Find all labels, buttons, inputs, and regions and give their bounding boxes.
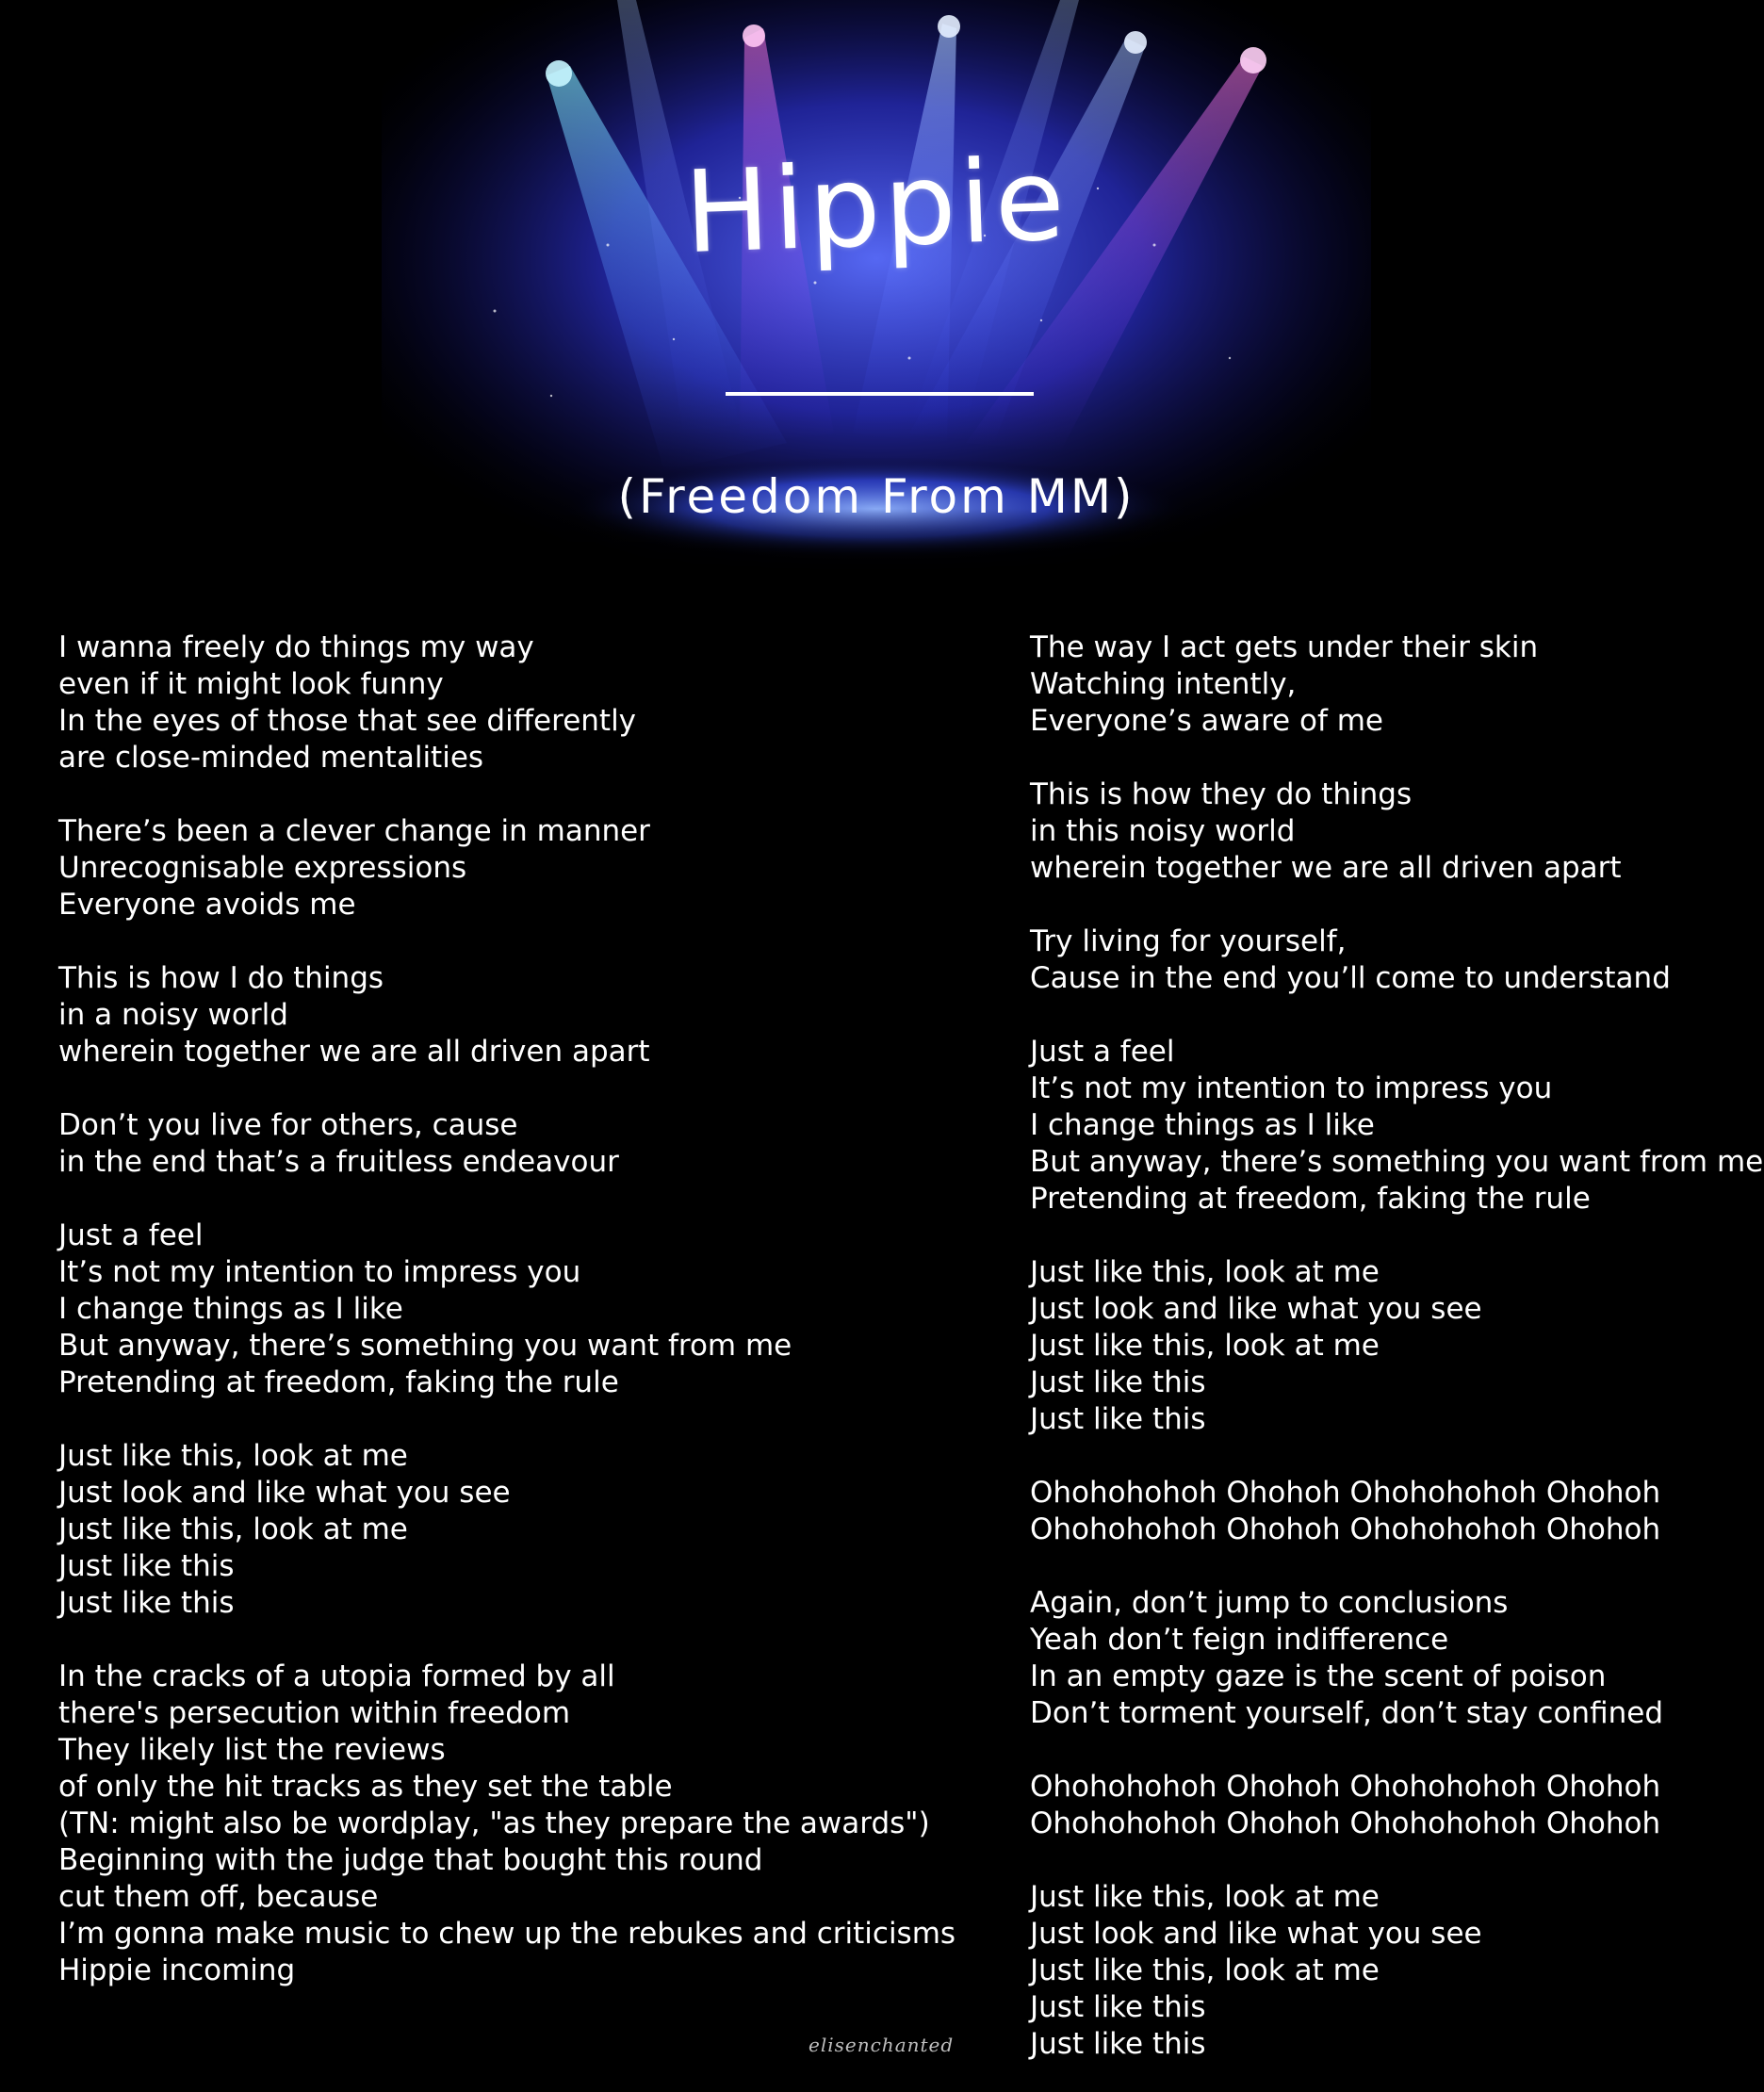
lyric-line: Don’t you live for others, cause bbox=[58, 1108, 518, 1142]
stanza-gap bbox=[1030, 740, 1756, 776]
lyric-line: I change things as I like bbox=[58, 1292, 403, 1326]
lyric-line: I change things as I like bbox=[1030, 1108, 1375, 1142]
lyric-line: Just like this, look at me bbox=[1030, 1880, 1380, 1914]
lyric-line: Hippie incoming bbox=[58, 1953, 296, 1987]
lyric-line: Try living for yourself, bbox=[1030, 924, 1347, 958]
stanza-gap bbox=[1030, 887, 1756, 923]
lyric-line: (TN: might also be wordplay, "as they prepare the awards") bbox=[58, 1806, 930, 1840]
stanza-gap bbox=[1030, 1548, 1756, 1585]
lyric-line: are close-minded mentalities bbox=[58, 741, 484, 775]
lyric-line: there's persecution within freedom bbox=[58, 1696, 571, 1730]
lyric-line: Just like this, look at me bbox=[58, 1439, 408, 1473]
title-divider bbox=[726, 392, 1034, 396]
lyric-line: Just like this bbox=[1030, 1365, 1206, 1399]
stanza-gap bbox=[1030, 997, 1756, 1034]
lyric-line: Beginning with the judge that bought this round bbox=[58, 1843, 763, 1877]
lyric-line: Ohohohohoh Ohohoh Ohohohohoh Ohohoh bbox=[1030, 1806, 1661, 1840]
lyric-line: in this noisy world bbox=[1030, 814, 1296, 848]
lyric-line: Just like this, look at me bbox=[58, 1512, 408, 1546]
lyric-line: Just like this bbox=[58, 1586, 235, 1620]
stanza-gap bbox=[58, 1622, 963, 1659]
lyric-line: Pretending at freedom, faking the rule bbox=[58, 1365, 619, 1399]
lyric-line: Ohohohohoh Ohohoh Ohohohohoh Ohohoh bbox=[1030, 1512, 1661, 1546]
lyric-line: wherein together we are all driven apart bbox=[1030, 851, 1622, 885]
stanza-gap bbox=[1030, 1218, 1756, 1254]
lyric-line: Just like this bbox=[58, 1549, 235, 1583]
lyric-line: Just like this bbox=[1030, 1402, 1206, 1436]
lyric-line: In the cracks of a utopia formed by all bbox=[58, 1659, 615, 1693]
lyric-line: I’m gonna make music to chew up the rebukes and criticisms bbox=[58, 1917, 956, 1951]
lyric-line: The way I act gets under their skin bbox=[1030, 630, 1539, 664]
lyric-line: Watching intently, bbox=[1030, 667, 1297, 701]
song-subtitle: (Freedom From MM) bbox=[617, 469, 1135, 524]
lyric-line: But anyway, there’s something you want from me bbox=[1030, 1145, 1764, 1179]
lyrics-right-column bbox=[1030, 629, 1764, 2063]
lyric-line: even if it might look funny bbox=[58, 667, 444, 701]
stanza-gap bbox=[58, 923, 963, 960]
lyric-line: Just like this, look at me bbox=[1030, 1255, 1380, 1289]
stanza-gap bbox=[58, 776, 963, 813]
lyric-line: Just a feel bbox=[1030, 1035, 1175, 1069]
lyric-line: Just look and like what you see bbox=[1030, 1917, 1482, 1951]
lyric-line: in the end that’s a fruitless endeavour bbox=[58, 1145, 619, 1179]
lyric-line: Ohohohohoh Ohohoh Ohohohohoh Ohohoh bbox=[1030, 1476, 1661, 1510]
lyric-line: Again, don’t jump to conclusions bbox=[1030, 1586, 1509, 1620]
lyric-line: There’s been a clever change in manner bbox=[58, 814, 650, 848]
lyric-line: in a noisy world bbox=[58, 998, 288, 1032]
stanza-gap bbox=[58, 1401, 963, 1438]
lyric-line: Just like this, look at me bbox=[1030, 1953, 1380, 1987]
lyric-line: cut them off, because bbox=[58, 1880, 379, 1914]
lyric-line: Just like this bbox=[1030, 1990, 1206, 2024]
lyric-line: Cause in the end you’ll come to understand bbox=[1030, 961, 1671, 995]
lyric-line: In the eyes of those that see differently bbox=[58, 704, 637, 738]
song-title: Hippie bbox=[682, 134, 1070, 280]
stanza-gap bbox=[1030, 1732, 1756, 1769]
stanza-gap bbox=[58, 1181, 963, 1218]
lyric-line: They likely list the reviews bbox=[58, 1733, 446, 1767]
lyric-line: Yeah don’t feign indifference bbox=[1030, 1623, 1449, 1657]
lyric-line: This is how they do things bbox=[1030, 777, 1413, 811]
lyric-line: Everyone avoids me bbox=[58, 888, 356, 922]
lyric-line: Pretending at freedom, faking the rule bbox=[1030, 1182, 1591, 1216]
stanza-gap bbox=[1030, 1842, 1756, 1879]
lyric-line: It’s not my intention to impress you bbox=[58, 1255, 581, 1289]
lyric-line: of only the hit tracks as they set the table bbox=[58, 1770, 673, 1804]
lyric-line: In an empty gaze is the scent of poison bbox=[1030, 1659, 1607, 1693]
watermark: elisenchanted bbox=[808, 2034, 955, 2056]
lyric-line: Ohohohohoh Ohohoh Ohohohohoh Ohohoh bbox=[1030, 1770, 1661, 1804]
stanza-gap bbox=[1030, 1438, 1756, 1475]
lyric-line: wherein together we are all driven apart bbox=[58, 1035, 650, 1069]
lyric-line: Just like this bbox=[1030, 2027, 1206, 2061]
lyric-line: Don’t torment yourself, don’t stay confined bbox=[1030, 1696, 1663, 1730]
header-banner bbox=[382, 0, 1371, 575]
lyric-line: This is how I do things bbox=[58, 961, 384, 995]
lyric-line: It’s not my intention to impress you bbox=[1030, 1071, 1553, 1105]
lyric-line: Just a feel bbox=[58, 1218, 204, 1252]
lyric-line: Everyone’s aware of me bbox=[1030, 704, 1383, 738]
lyric-line: But anyway, there’s something you want from me bbox=[58, 1329, 792, 1363]
lyric-line: Just look and like what you see bbox=[58, 1476, 511, 1510]
lyric-line: Unrecognisable expressions bbox=[58, 851, 467, 885]
lyric-line: I wanna freely do things my way bbox=[58, 630, 534, 664]
stanza-gap bbox=[58, 1071, 963, 1107]
lyric-line: Just like this, look at me bbox=[1030, 1329, 1380, 1363]
lyric-line: Just look and like what you see bbox=[1030, 1292, 1482, 1326]
lyrics-left-column bbox=[58, 629, 963, 1989]
